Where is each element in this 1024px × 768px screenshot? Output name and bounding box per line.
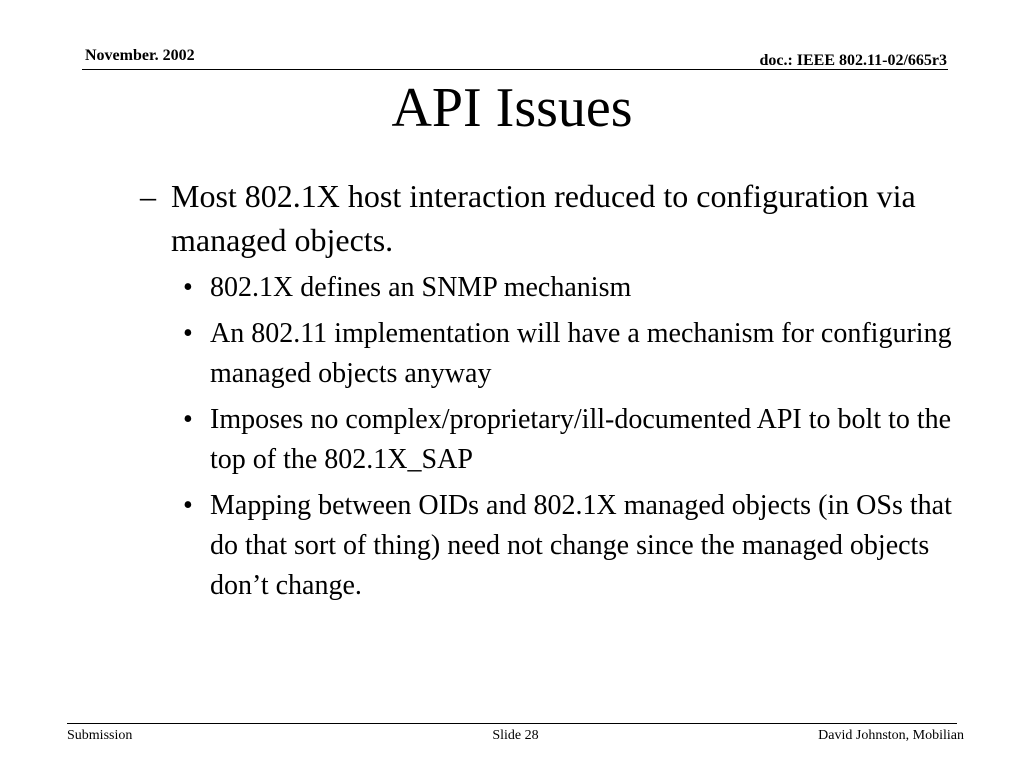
footer-divider [67,723,957,724]
main-point [140,174,960,262]
slide-title: API Issues [391,77,633,139]
slide-body [140,174,960,612]
sub-point [183,486,960,606]
sub-point [183,268,960,308]
header-divider [82,69,948,70]
bullet-icon: • [183,272,193,303]
header-doc-id: doc.: IEEE 802.11-02/665r3 [759,52,947,69]
footer-submission: Submission [67,728,133,743]
bullet-icon: • [183,490,193,521]
footer-author: David Johnston, Mobilian [818,728,964,743]
sub-point [183,400,960,480]
sub-point-text: Mapping between OIDs and 802.1X managed objects (in OSs that do that sort of thing) need not change since the managed objects don’t change. [210,490,952,601]
footer-slide-number: Slide 28 [492,728,539,743]
sub-point-text: 802.1X defines an SNMP mechanism [210,272,632,303]
sub-point-text: Imposes no complex/proprietary/ill-documented API to bolt to the top of the 802.1X_SAP [210,404,952,475]
bullet-icon: • [183,404,193,435]
bullet-icon: • [183,318,193,349]
dash-marker: – [140,178,156,214]
sub-point-list [183,268,960,606]
header-date: November. 2002 [85,47,195,64]
sub-point-text: An 802.11 implementation will have a mechanism for configuring managed objects anyway [210,318,952,389]
main-point-text: Most 802.1X host interaction reduced to configuration via managed objects. [171,178,916,258]
sub-point [183,314,960,394]
